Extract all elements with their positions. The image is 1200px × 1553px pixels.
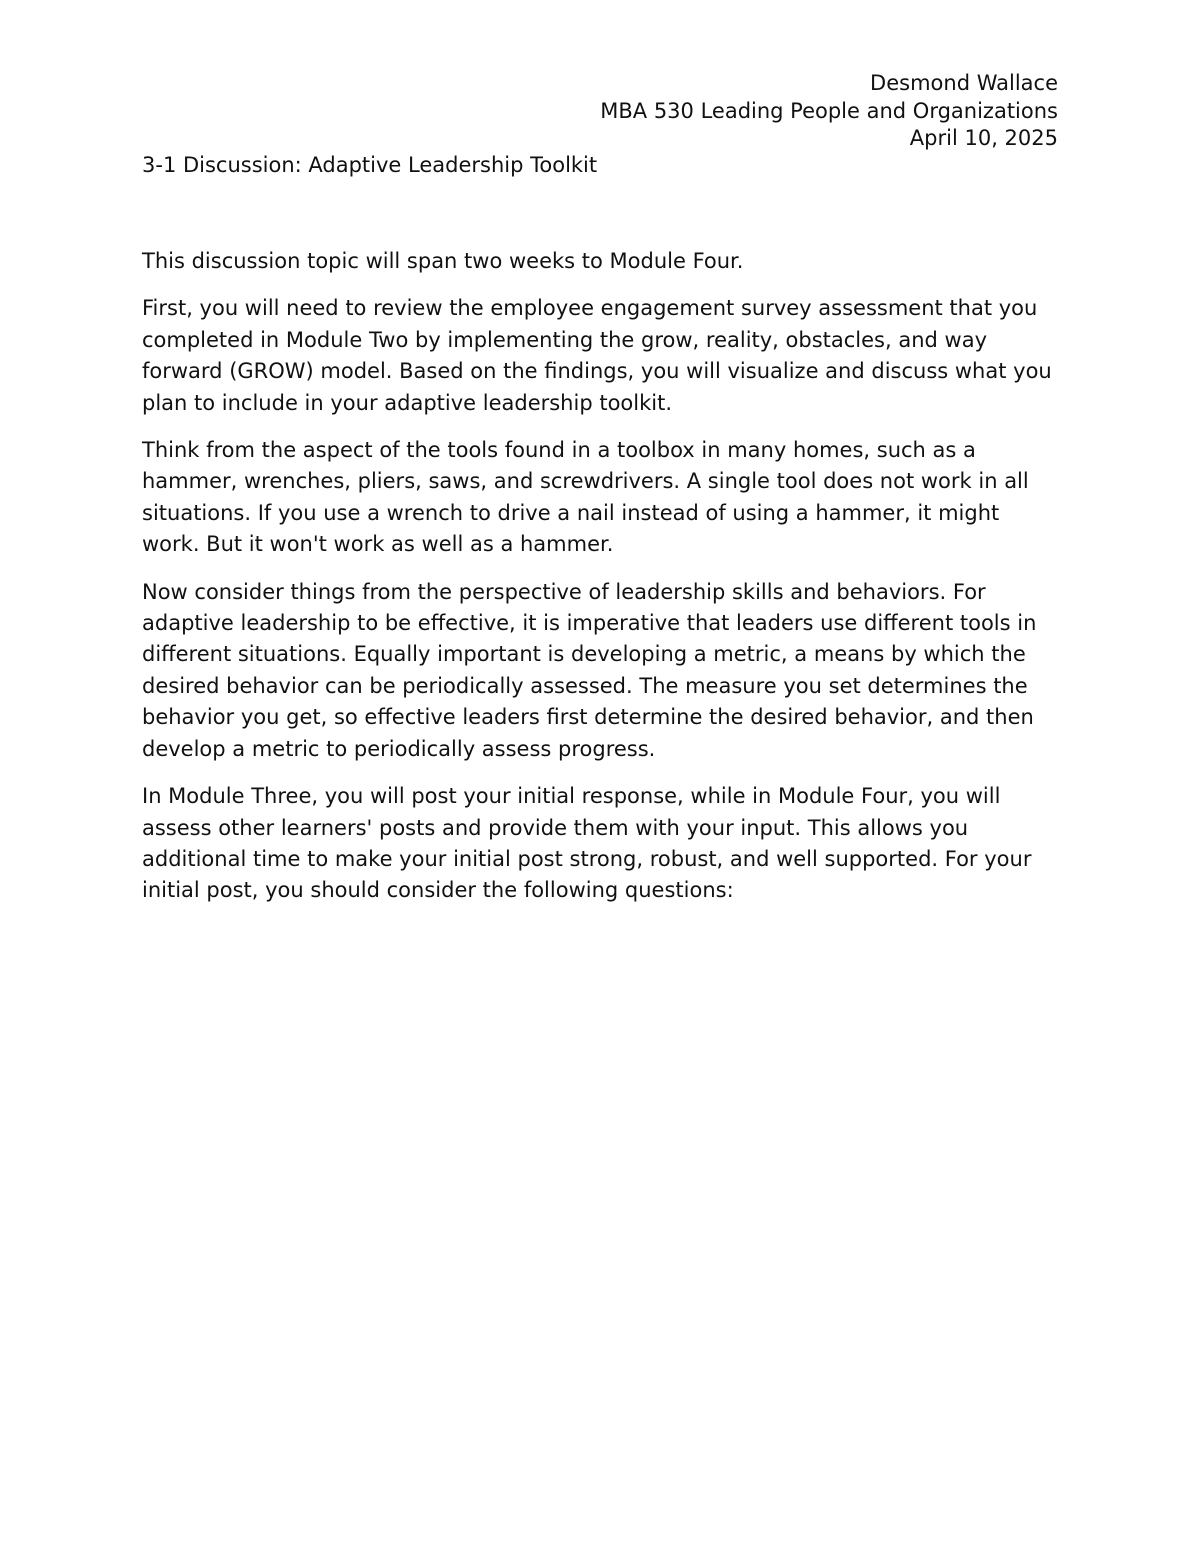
paragraph: Now consider things from the perspective of leadership skills and behaviors. For adaptive leadership to be effective, it is imperative that leaders use different tools in different situations. Equally important is developing a metric, a means by which the desired behavior can be periodically assessed. The measure you set determines the behavior you get, so effective leaders first determine the desired behavior, and then develop a metric to periodically assess progress. bbox=[142, 579, 1037, 761]
document-date: April 10, 2025 bbox=[909, 126, 1058, 150]
document-title: 3-1 Discussion: Adaptive Leadership Toolkit bbox=[142, 153, 598, 177]
course-name: MBA 530 Leading People and Organizations bbox=[600, 98, 1058, 123]
document-header bbox=[600, 70, 1058, 153]
paragraph: Think from the aspect of the tools found in a toolbox in many homes, such as a hammer, wrenches, pliers, saws, and screwdrivers. A single tool does not work in all situations. If you use a wrench to drive a nail instead of using a hammer, it might work. But it won't work as well as a hammer. bbox=[142, 438, 1029, 557]
author-name: Desmond Wallace bbox=[870, 71, 1058, 95]
paragraph: This discussion topic will span two weeks to Module Four. bbox=[142, 249, 744, 273]
paragraph: In Module Three, you will post your initial response, while in Module Four, you will assess other learners' posts and provide them with your input. This allows you additional time to make your initial post strong, robust, and well supported. For your initial post, you should consider the following questions: bbox=[142, 784, 1032, 903]
paragraph: First, you will need to review the employee engagement survey assessment that you completed in Module Two by implementing the grow, reality, obstacles, and way forward (GROW) model. Based on the findings, you will visualize and discuss what you plan to include in your adaptive leadership toolkit. bbox=[142, 296, 1052, 415]
document-body bbox=[142, 246, 1062, 923]
